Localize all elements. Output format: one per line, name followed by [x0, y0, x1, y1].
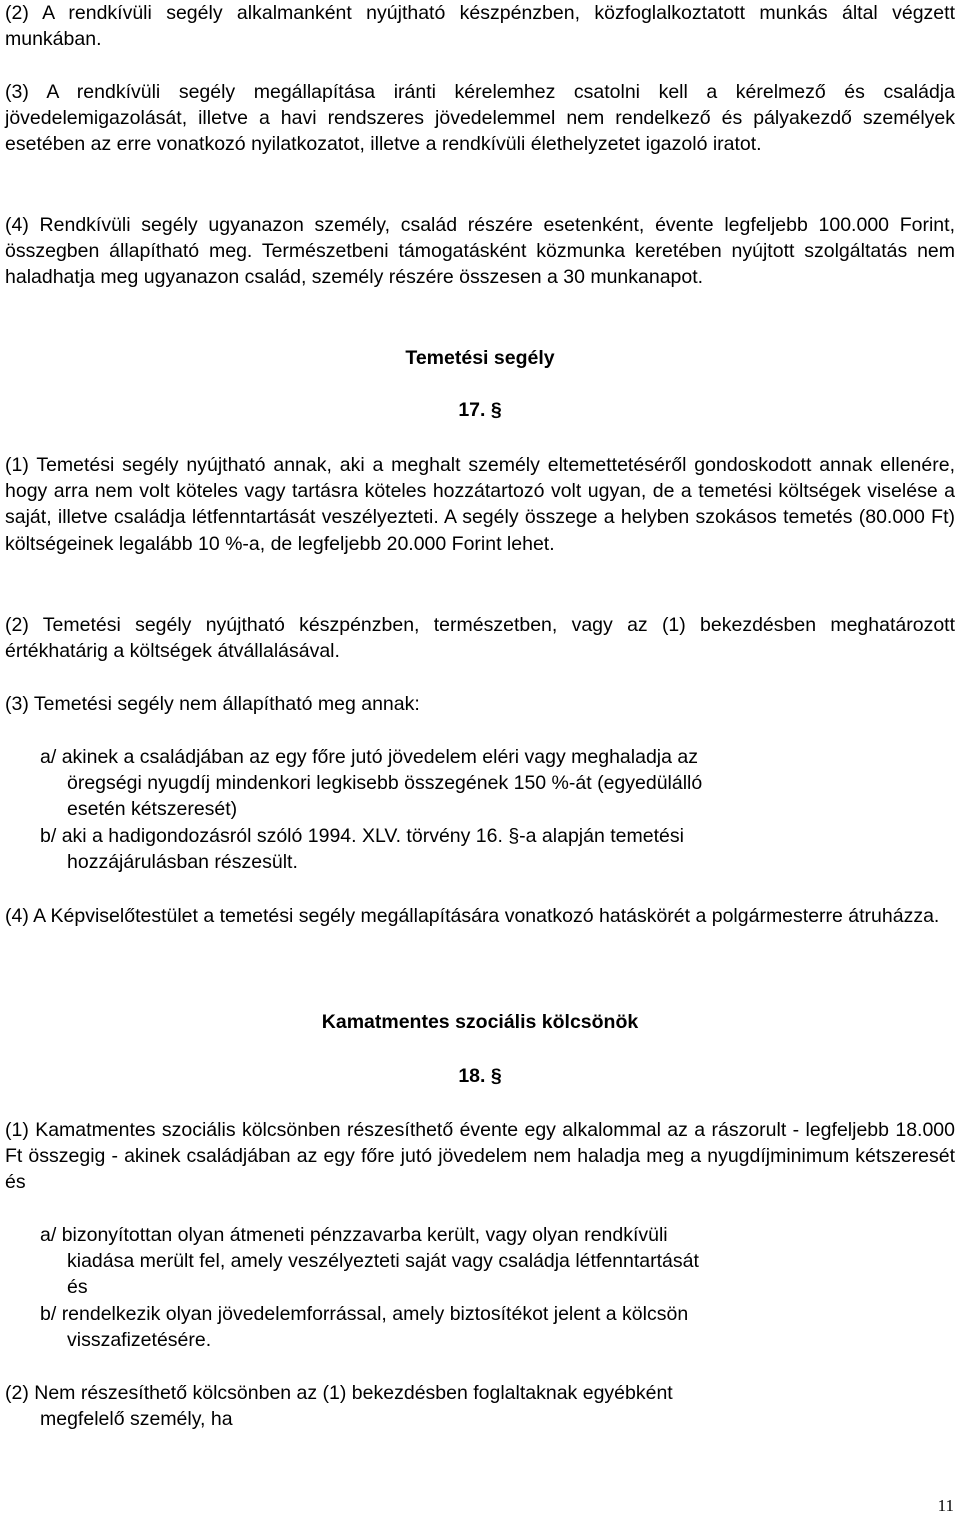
- section-number-17: 17. §: [458, 399, 502, 421]
- paragraph-16-3: (3) A rendkívüli segély megállapítása iránti kérelemhez csatolni kell a kérelmező és családja jövedelemigazolását, illetve a havi rendszeres jövedelemmel nem rendelkező és pályakezdő személyek esetében az erre vonatkozó nyilatkozatot, illetve a rendkívüli élethelyzetet igazoló iratot.: [5, 81, 955, 156]
- paragraph-16-4: (4) Rendkívüli segély ugyanazon személy, család részére esetenként, évente legfeljebb 100.000 Forint, összegben állapítható meg. Természetbeni támogatásként közmunka keretében nyújtott szolgáltatás nem haladhatja meg ugyanazon család, személy részére összesen a 30 munkanapot.: [5, 214, 955, 289]
- paragraph-18-1: (1) Kamatmentes szociális kölcsönben részesíthető évente egy alkalommal az a rászorult - legfeljebb 18.000 Ft összegig - akinek családjában az egy főre jutó jövedelem nem haladja meg a nyugdíjminimum kétszeresét és: [5, 1119, 955, 1194]
- paragraph-18-2-line2: megfelelő személy, ha: [40, 1408, 233, 1431]
- list-item-text: rendelkezik olyan jövedelemforrással, amely biztosítékot jelent a kölcsön: [61, 1303, 689, 1325]
- heading-kamatmentes-kolcsonok: Kamatmentes szociális kölcsönök: [321, 1011, 639, 1033]
- list-marker: a/: [40, 1224, 57, 1246]
- paragraph-18-2-line1: (2) Nem részesíthető kölcsönben az (1) bekezdésben foglaltaknak egyébként: [5, 1382, 673, 1404]
- list-item-text: aki a hadigondozásról szóló 1994. XLV. törvény 16. §-a alapján temetési: [61, 825, 684, 847]
- list-item-17-b: [40, 823, 940, 875]
- paragraph-16-2: (2) A rendkívüli segély alkalmanként nyújtható készpénzben, közfoglalkoztatott munkás által végzett munkában.: [5, 2, 955, 51]
- list-item-text: esetén kétszeresét): [67, 798, 238, 821]
- page-number: 11: [937, 1496, 954, 1515]
- list-marker: a/: [40, 746, 57, 768]
- paragraph-17-1: (1) Temetési segély nyújtható annak, aki a meghalt személy eltemettetéséről gondoskodott annak ellenére, hogy arra nem volt köteles vagy tartásra köteles hozzátartozó volt ugyan, de a temetési költségek viselése a saját, illetve családja létfenntartását veszélyezteti. A segély összege a helyben szokásos temetés (80.000 Ft) költségeinek legalább 10 %-a, de legfeljebb 20.000 Forint lehet.: [5, 454, 955, 555]
- list-item-18-a: [40, 1222, 940, 1301]
- list-marker: b/: [40, 825, 57, 847]
- list-item-18-b: [40, 1301, 940, 1353]
- section-number-18: 18. §: [458, 1065, 502, 1087]
- heading-temetesi-segely: Temetési segély: [405, 347, 555, 369]
- paragraph-17-4: (4) A Képviselőtestület a temetési segély megállapítására vonatkozó hatáskörét a polgármesterre átruházza.: [5, 905, 940, 927]
- list-item-text: akinek a családjában az egy főre jutó jövedelem eléri vagy meghaladja az: [61, 746, 698, 768]
- paragraph-17-2: (2) Temetési segély nyújtható készpénzben, természetben, vagy az (1) bekezdésben meghatározott értékhatárig a költségek átvállalásával.: [5, 614, 955, 663]
- paragraph-18-2: [5, 1380, 955, 1432]
- list-item-text: hozzájárulásban részesült.: [67, 851, 298, 874]
- list-item-text: visszafizetésére.: [67, 1329, 212, 1352]
- list-marker: b/: [40, 1303, 57, 1325]
- paragraph-17-3: (3) Temetési segély nem állapítható meg annak:: [5, 693, 420, 715]
- list-item-text: bizonyítottan olyan átmeneti pénzzavarba került, vagy olyan rendkívüli: [61, 1224, 668, 1246]
- list-item-text: kiadása merült fel, amely veszélyezteti saját vagy családja létfenntartását: [67, 1250, 699, 1273]
- list-item-text: és: [67, 1276, 88, 1299]
- list-item-17-a: [40, 744, 940, 823]
- list-item-text: öregségi nyugdíj mindenkori legkisebb összegének 150 %-át (egyedülálló: [67, 772, 703, 795]
